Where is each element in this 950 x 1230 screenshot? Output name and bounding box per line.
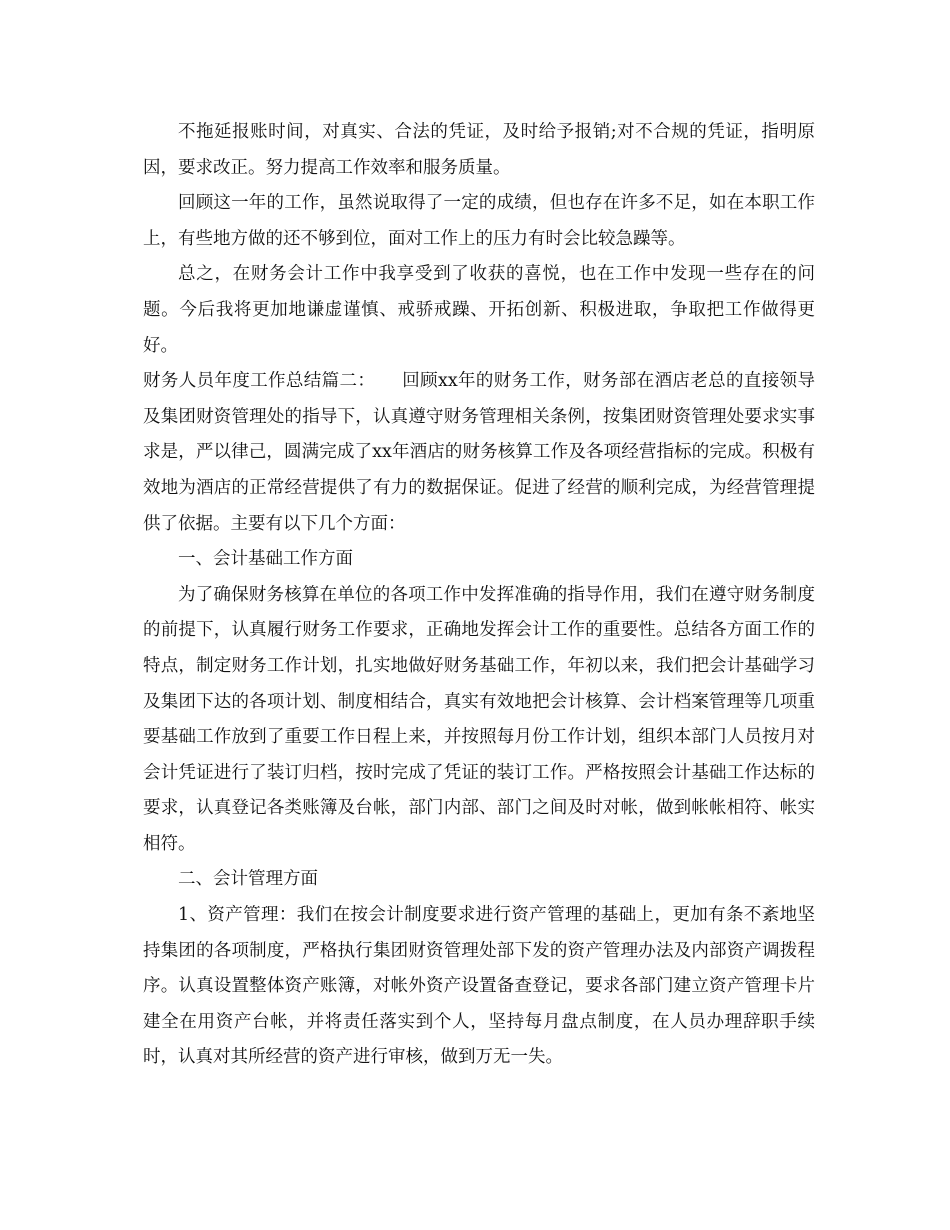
paragraph-3: 总之，在财务会计工作中我享受到了收获的喜悦，也在工作中发现一些存在的问题。今后我将更加地谦虚谨慎、戒骄戒躁、开拓创新、积极进取，争取把工作做得更好。 (143, 264, 815, 356)
document-body (143, 115, 815, 1076)
section-heading-2: 二、会计管理方面 (178, 869, 318, 890)
paragraph-6: 1、资产管理：我们在按会计制度要求进行资产管理的基础上，更加有条不紊地坚持集团的各项制度，严格执行集团财资管理处部下发的资产管理办法及内部资产调拨程序。认真设置整体资产账簿，对帐外资产设置备查登记，要求各部门建立资产管理卡片建全在用资产台帐，并将责任落实到个人，坚持每月盘点制度，在人员办理辞职手续时，认真对其所经营的资产进行审核，做到万无一失。 (143, 905, 815, 1068)
paragraph-4: 财务人员年度工作总结篇二： 回顾xx年的财务工作，财务部在酒店老总的直接领导及集团财资管理处的指导下，认真遵守财务管理相关条例，按集团财资管理处要求实事求是，严以律己，圆满完成了xx年酒店的财务核算工作及各项经营指标的完成。积极有效地为酒店的正常经营提供了有力的数据保证。促进了经营的顺利完成，为经营管理提供了依据。主要有以下几个方面： (143, 371, 815, 534)
paragraph-2: 回顾这一年的工作，虽然说取得了一定的成绩，但也存在许多不足，如在本职工作上，有些地方做的还不够到位，面对工作上的压力有时会比较急躁等。 (143, 193, 815, 249)
paragraph-5: 为了确保财务核算在单位的各项工作中发挥准确的指导作用，我们在遵守财务制度的前提下，认真履行财务工作要求，正确地发挥会计工作的重要性。总结各方面工作的特点，制定财务工作计划，扎实地做好财务基础工作，年初以来，我们把会计基础学习及集团下达的各项计划、制度相结合，真实有效地把会计核算、会计档案管理等几项重要基础工作放到了重要工作日程上来，并按照每月份工作计划，组织本部门人员按月对会计凭证进行了装订归档，按时完成了凭证的装订工作。严格按照会计基础工作达标的要求，认真登记各类账簿及台帐，部门内部、部门之间及时对帐，做到帐帐相符、帐实相符。 (143, 584, 815, 854)
paragraph-1: 不拖延报账时间，对真实、合法的凭证，及时给予报销;对不合规的凭证，指明原因，要求改正。努力提高工作效率和服务质量。 (143, 122, 815, 178)
section-heading-1: 一、会计基础工作方面 (178, 549, 353, 570)
